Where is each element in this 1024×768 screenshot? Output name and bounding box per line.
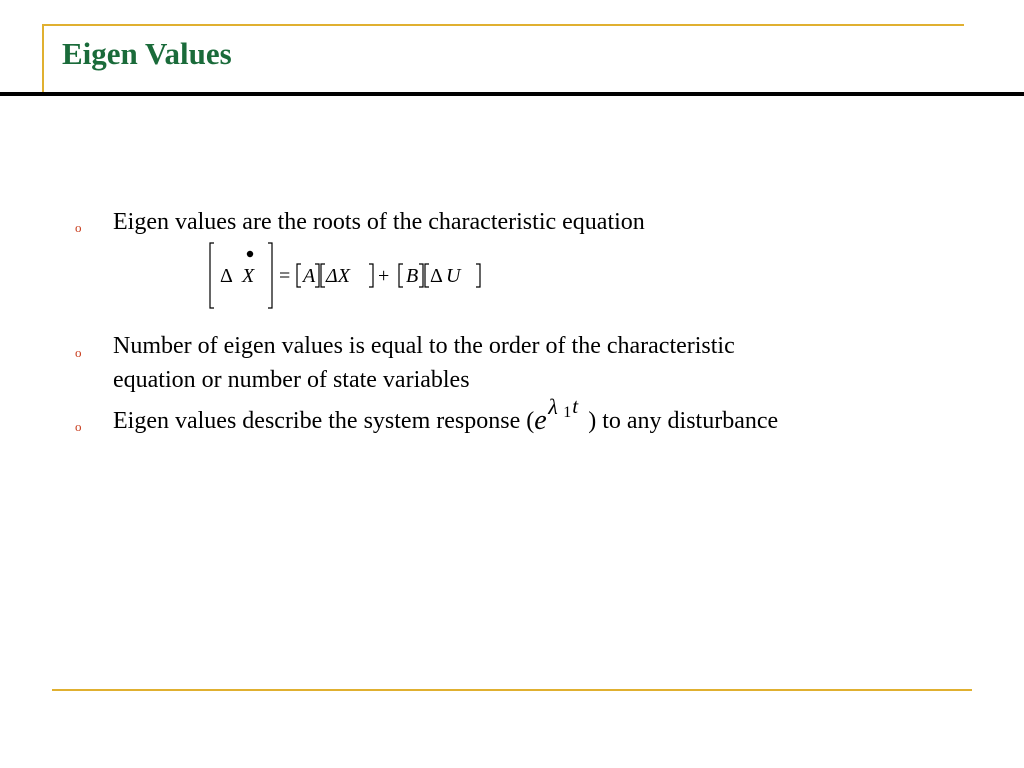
a-left-bracket: [297, 264, 301, 287]
state-equation: [206, 240, 496, 312]
bullet-marker-1: o: [75, 220, 82, 235]
exp-lambda: λ: [548, 394, 558, 419]
lhs-variable: X: [242, 265, 255, 287]
du-left-bracket: [425, 264, 429, 287]
bullet-marker-2: o: [75, 345, 82, 360]
dx-right-bracket: [369, 264, 373, 287]
bullet-marker-3: o: [75, 419, 82, 434]
dx-left-bracket: [321, 264, 325, 287]
delta-u-var: U: [446, 265, 461, 287]
b-right-bracket: [419, 264, 423, 287]
slide-title: Eigen Values: [62, 36, 232, 71]
bullet-text-2-line-2: equation or number of state variables: [113, 367, 470, 393]
exp-base: e: [534, 405, 547, 436]
exp-subscript: 1: [563, 404, 572, 421]
bullet-text-3: [113, 394, 779, 438]
title-underline: [0, 92, 1024, 96]
b-left-bracket: [399, 264, 403, 287]
bullet-text-3-after: ) to any disturbance: [588, 408, 779, 434]
bullet-text-3-before: Eigen values describe the system response (: [113, 408, 535, 434]
bullet-text-2-line-1: Number of eigen values is equal to the order of the characteristic: [113, 333, 735, 359]
footer-line: [52, 689, 972, 691]
equals-sign: =: [279, 265, 291, 287]
exp-t: t: [572, 394, 579, 418]
exponential-term: [534, 394, 588, 438]
title-frame-left-line: [42, 24, 44, 92]
state-equation-svg: [206, 240, 496, 312]
derivative-dot: [247, 251, 253, 257]
matrix-b: B: [406, 265, 419, 287]
du-right-bracket: [476, 264, 480, 287]
plus-sign: +: [378, 265, 390, 287]
bullet-text-1: Eigen values are the roots of the characteristic equation: [113, 209, 645, 235]
lhs-delta: Δ: [220, 265, 233, 287]
delta-u-delta: Δ: [430, 265, 443, 287]
a-right-bracket: [315, 264, 319, 287]
title-frame-top-line: [42, 24, 964, 26]
matrix-a: A: [303, 265, 316, 287]
delta-x: ΔX: [326, 265, 350, 287]
lhs-left-bracket: [210, 243, 214, 308]
lhs-right-bracket: [268, 243, 272, 308]
